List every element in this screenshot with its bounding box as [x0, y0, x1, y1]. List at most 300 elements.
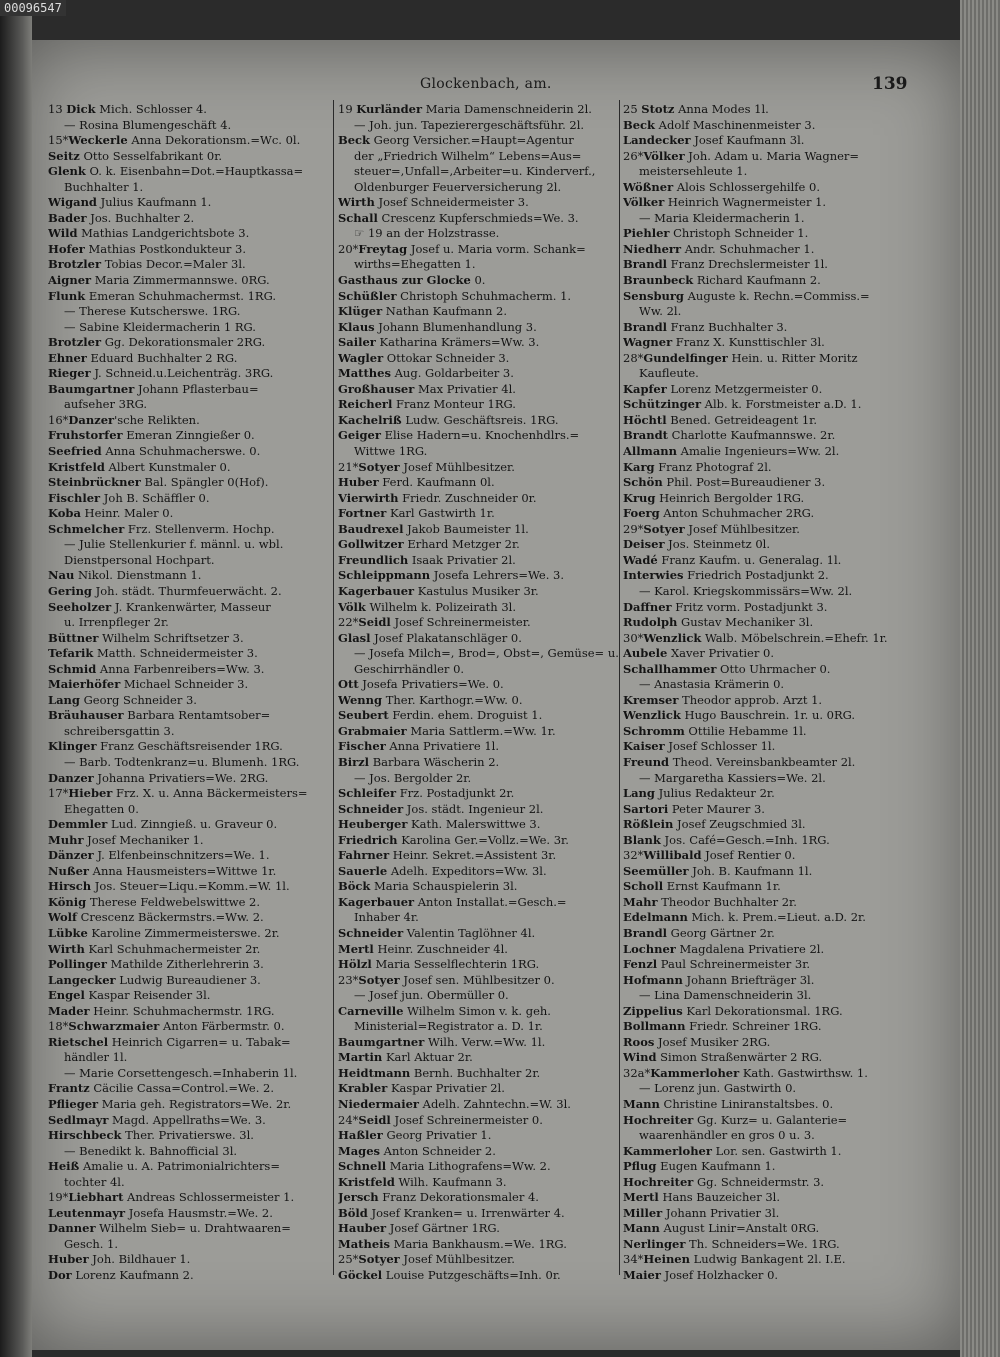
resident-details: Ferdin. ehem. Droguist 1. — [388, 708, 543, 723]
resident-details: Andreas Schlossermeister 1. — [123, 1190, 295, 1205]
resident-surname: Daffner — [623, 599, 672, 614]
resident-surname: Demmler — [48, 817, 108, 832]
resident-surname: Martin — [338, 1050, 383, 1065]
resident-surname: Grabmaier — [338, 723, 407, 738]
resident-surname: Beck — [623, 117, 656, 132]
resident-details: Wilh. Verw.=Ww. 1l. — [424, 1034, 546, 1049]
resident-surname: Hauber — [338, 1221, 387, 1236]
resident-details: Maria Lithografens=Ww. 2. — [386, 1159, 551, 1174]
directory-entry — [48, 926, 338, 942]
resident-surname: Gundelfinger — [643, 350, 728, 365]
house-number: 20* — [338, 241, 359, 256]
directory-entry — [48, 273, 338, 289]
resident-surname: Sotyer — [643, 521, 685, 536]
resident-surname: Scholl — [623, 879, 664, 894]
resident-details: Franz Monteur 1RG. — [392, 397, 516, 412]
resident-details: Maria Damenschneiderin 2l. — [422, 102, 592, 116]
directory-entry — [338, 600, 628, 616]
resident-details: Josef Schreinermeister. — [390, 615, 531, 630]
directory-entry — [48, 133, 338, 149]
directory-entry — [623, 366, 913, 382]
house-number: 19 — [338, 102, 357, 116]
directory-entry — [48, 537, 338, 553]
directory-entry — [338, 1268, 628, 1284]
resident-details: August Linir=Anstalt 0RG. — [659, 1221, 820, 1236]
book-spine-edge — [0, 0, 32, 1357]
resident-details: Wilhelm k. Polizeirath 3l. — [365, 599, 517, 614]
resident-surname: Pollinger — [48, 957, 107, 972]
directory-entry — [623, 615, 913, 631]
resident-details: — Josef jun. Obermüller 0. — [354, 988, 509, 1003]
directory-entry — [48, 164, 338, 180]
resident-surname: Wigand — [48, 195, 97, 210]
directory-entry — [48, 739, 338, 755]
page-stack-edge — [960, 0, 1000, 1357]
directory-entry — [48, 910, 338, 926]
resident-surname: Wenng — [338, 692, 383, 707]
directory-entry — [623, 273, 913, 289]
resident-details: Josef Zeugschmied 3l. — [673, 817, 806, 832]
resident-surname: Karg — [623, 459, 655, 474]
directory-entry — [48, 553, 338, 569]
directory-entry — [48, 335, 338, 351]
directory-entry — [623, 646, 913, 662]
resident-details: Josef Holzhacker 0. — [660, 1268, 779, 1283]
resident-details: Jos. Steinmetz 0l. — [664, 537, 771, 552]
resident-details: Jos. Steuer=Liqu.=Komm.=W. 1l. — [91, 879, 290, 894]
directory-entry — [338, 460, 628, 476]
resident-surname: Klüger — [338, 304, 383, 319]
directory-entry — [623, 444, 913, 460]
resident-surname: Glasl — [338, 630, 371, 645]
resident-surname: Seefried — [48, 444, 102, 459]
resident-details: Richard Kaufmann 2. — [693, 273, 821, 288]
resident-details: Karl Aktuar 2r. — [382, 1050, 473, 1065]
resident-surname: Schwarzmaier — [68, 1019, 160, 1034]
directory-entry — [338, 1190, 628, 1206]
directory-entry — [623, 895, 913, 911]
resident-surname: Fortner — [338, 506, 387, 521]
directory-entry — [48, 1252, 338, 1268]
directory-entry — [48, 1019, 338, 1035]
directory-entry — [623, 304, 913, 320]
resident-surname: Mahr — [623, 894, 658, 909]
resident-surname: Kristfeld — [48, 459, 105, 474]
directory-entry — [338, 662, 628, 678]
directory-entry — [338, 568, 628, 584]
resident-details: Hans Bauzeicher 3l. — [658, 1190, 781, 1205]
resident-details: Joh. Bildhauer 1. — [88, 1252, 191, 1267]
resident-surname: Ehner — [48, 350, 87, 365]
resident-surname: Hieber — [68, 786, 113, 801]
page-number: 139 — [872, 74, 908, 94]
directory-entry — [48, 600, 338, 616]
directory-entry — [48, 724, 338, 740]
resident-surname: Bollmann — [623, 1019, 686, 1034]
directory-entry — [623, 817, 913, 833]
resident-details: Walb. Möbelschrein.=Ehefr. 1r. — [701, 630, 888, 645]
directory-entry — [48, 833, 338, 849]
resident-surname: Aigner — [48, 273, 92, 288]
house-number: 23* — [338, 972, 359, 987]
directory-entry — [48, 708, 338, 724]
resident-details: Mathias Landgerichtsbote 3. — [77, 226, 250, 241]
resident-details: Julius Kaufmann 1. — [96, 195, 212, 210]
resident-details: Erhard Metzger 2r. — [403, 537, 520, 552]
resident-surname: Mader — [48, 1003, 90, 1018]
resident-surname: Fruhstorfer — [48, 428, 123, 443]
resident-details: Bernh. Buchhalter 2r. — [410, 1065, 541, 1080]
resident-details: Adelh. Expeditors=Ww. 3l. — [387, 863, 547, 878]
resident-details: — Rosina Blumengeschäft 4. — [64, 117, 232, 132]
directory-entry — [338, 537, 628, 553]
resident-surname: Tefarik — [48, 646, 94, 661]
resident-details: Friedr. Zuschneider 0r. — [398, 490, 537, 505]
directory-entry — [338, 724, 628, 740]
resident-details: J. Krankenwärter, Masseur — [111, 599, 271, 614]
resident-surname: Miller — [623, 1205, 663, 1220]
directory-entry — [623, 118, 913, 134]
resident-details: Julius Redakteur 2r. — [654, 786, 775, 801]
resident-details: Adolf Maschinenmeister 3. — [655, 117, 816, 132]
resident-details: schreibersgattin 3. — [64, 723, 175, 738]
resident-surname: Böck — [338, 879, 371, 894]
directory-entry — [338, 693, 628, 709]
directory-entry — [338, 771, 628, 787]
resident-details: Josefa Lehrers=We. 3. — [430, 568, 564, 583]
resident-surname: Baudrexel — [338, 521, 404, 536]
directory-entry — [48, 615, 338, 631]
directory-entry — [623, 584, 913, 600]
resident-details: Bened. Getreideagent 1r. — [666, 412, 818, 427]
directory-entry — [48, 382, 338, 398]
resident-details: Emeran Zinngießer 0. — [122, 428, 255, 443]
directory-entry — [48, 195, 338, 211]
directory-entry — [338, 118, 628, 134]
resident-surname: Großhauser — [338, 381, 415, 396]
resident-details: Jos. Café=Gesch.=Inh. 1RG. — [660, 832, 830, 847]
resident-details: Anna Farbenreibers=Ww. 3. — [96, 661, 265, 676]
directory-entry — [338, 149, 628, 165]
directory-entry — [48, 1190, 338, 1206]
directory-entry — [48, 942, 338, 958]
resident-surname: Wagler — [338, 350, 384, 365]
resident-details: Ww. 2l. — [639, 304, 682, 319]
resident-surname: Schützinger — [623, 397, 702, 412]
directory-entry — [338, 646, 628, 662]
resident-surname: Sotyer — [358, 972, 400, 987]
directory-entry — [623, 242, 913, 258]
directory-entry — [623, 724, 913, 740]
resident-details: Kath. Gastwirthsw. 1. — [739, 1065, 868, 1080]
resident-details: Josef Schreinermeister 0. — [390, 1112, 543, 1127]
directory-entry — [48, 848, 338, 864]
resident-surname: Heuberger — [338, 817, 408, 832]
directory-entry — [338, 910, 628, 926]
directory-entry — [623, 1175, 913, 1191]
directory-entry — [623, 1066, 913, 1082]
resident-surname: Liebhart — [68, 1190, 124, 1205]
resident-details: Mich. Schlosser 4. — [95, 102, 207, 116]
house-number: 32a* — [623, 1065, 651, 1080]
resident-surname: Rößlein — [623, 817, 674, 832]
resident-surname: Dor — [48, 1268, 72, 1283]
directory-entry — [623, 786, 913, 802]
resident-surname: Wirth — [338, 195, 375, 210]
resident-details: Barbara Wäscherin 2. — [369, 754, 500, 769]
directory-entry — [48, 149, 338, 165]
resident-details: — Karol. Kriegskommissärs=Ww. 2l. — [639, 583, 853, 598]
resident-surname: Hochreiter — [623, 1174, 694, 1189]
directory-entry — [623, 739, 913, 755]
resident-surname: Freytag — [358, 241, 408, 256]
resident-details: Johann Privatier 3l. — [662, 1205, 780, 1220]
resident-details: wirths=Ehegatten 1. — [354, 257, 476, 272]
directory-entry — [623, 926, 913, 942]
directory-entry — [338, 133, 628, 149]
directory-entry — [338, 615, 628, 631]
scan-id: 00096547 — [0, 0, 66, 16]
resident-details: Eduard Buchhalter 2 RG. — [86, 350, 238, 365]
directory-entry — [48, 988, 338, 1004]
resident-surname: Lang — [48, 692, 80, 707]
directory-entry — [623, 257, 913, 273]
resident-surname: Sauerle — [338, 863, 388, 878]
resident-details: Andr. Schuhmacher 1. — [681, 241, 815, 256]
resident-surname: Foerg — [623, 506, 660, 521]
directory-entry — [623, 802, 913, 818]
resident-surname: Birzl — [338, 754, 370, 769]
directory-entry — [623, 1050, 913, 1066]
directory-entry — [623, 335, 913, 351]
resident-surname: Fischer — [338, 739, 386, 754]
resident-surname: Seeholzer — [48, 599, 112, 614]
directory-entry — [338, 1252, 628, 1268]
directory-entry — [623, 1268, 913, 1284]
house-number: 30* — [623, 630, 644, 645]
resident-surname: Klaus — [338, 319, 375, 334]
resident-details: Lor. sen. Gastwirth 1. — [711, 1143, 842, 1158]
resident-details: J. Elfenbeinschnitzers=We. 1. — [93, 848, 270, 863]
directory-entry — [338, 304, 628, 320]
resident-surname: Schneider — [338, 801, 404, 816]
resident-surname: Wild — [48, 226, 78, 241]
resident-details: Wittwe 1RG. — [354, 444, 428, 459]
directory-entry — [338, 1097, 628, 1113]
directory-entry — [623, 506, 913, 522]
resident-details: — Maria Kleidermacherin 1. — [639, 210, 805, 225]
house-number: 34* — [623, 1252, 644, 1267]
directory-entry — [338, 226, 628, 242]
directory-entry — [338, 491, 628, 507]
resident-surname: Mann — [623, 1221, 660, 1236]
resident-details: Magd. Appellraths=We. 3. — [108, 1112, 266, 1127]
directory-column-1 — [48, 102, 338, 1284]
directory-entry — [623, 289, 913, 305]
directory-entry — [623, 180, 913, 196]
resident-surname: Muhr — [48, 832, 84, 847]
resident-surname: Rietschel — [48, 1034, 109, 1049]
directory-entry — [48, 444, 338, 460]
resident-details: Friedrich Postadjunkt 2. — [683, 568, 829, 583]
resident-details: Ludwig Bureaudiener 3. — [115, 972, 261, 987]
directory-entry — [338, 817, 628, 833]
resident-details: Frz. Postadjunkt 2r. — [396, 786, 515, 801]
resident-surname: Sailer — [338, 335, 376, 350]
directory-entry — [338, 1221, 628, 1237]
resident-details: Karl Gastwirth 1r. — [386, 506, 495, 521]
resident-surname: Rudolph — [623, 615, 678, 630]
directory-entry — [623, 1019, 913, 1035]
house-number: 25* — [338, 1252, 359, 1267]
directory-entry — [623, 1190, 913, 1206]
directory-entry — [338, 848, 628, 864]
resident-details: Isaak Privatier 2l. — [408, 552, 516, 567]
resident-surname: Mann — [623, 1097, 660, 1111]
resident-details: Ther. Privatierswe. 3l. — [121, 1128, 254, 1143]
resident-surname: Wadé — [623, 552, 658, 567]
directory-entry — [48, 257, 338, 273]
resident-surname: Kammerloher — [623, 1143, 712, 1158]
house-number: 25 — [623, 102, 642, 116]
resident-surname: Schneider — [338, 925, 404, 940]
resident-surname: Brandt — [623, 428, 668, 443]
directory-entry — [623, 879, 913, 895]
house-number: 21* — [338, 459, 359, 474]
resident-details: Crescenz Kupferschmieds=We. 3. — [377, 210, 579, 225]
resident-details: — Jos. Bergolder 2r. — [354, 770, 472, 785]
directory-entry — [623, 351, 913, 367]
directory-entry — [338, 320, 628, 336]
directory-entry — [48, 1050, 338, 1066]
resident-details: Hugo Bauschrein. 1r. u. 0RG. — [680, 708, 856, 723]
directory-entry — [48, 1097, 338, 1113]
resident-details: Heinrich Wagnermeister 1. — [664, 195, 827, 210]
resident-surname: Mertl — [623, 1190, 659, 1205]
resident-surname: Kurländer — [356, 102, 423, 116]
house-number: 24* — [338, 1112, 359, 1127]
resident-surname: Brotzler — [48, 257, 102, 272]
resident-surname: Böld — [338, 1205, 368, 1220]
directory-entry — [48, 289, 338, 305]
resident-surname: Danzer — [48, 770, 94, 785]
resident-details: Geschirrhändler 0. — [354, 661, 465, 676]
resident-details: — Benedikt k. Bahnofficial 3l. — [64, 1143, 238, 1158]
resident-surname: Engel — [48, 988, 85, 1003]
resident-surname: Krug — [623, 490, 656, 505]
directory-entry — [48, 1004, 338, 1020]
resident-surname: Brotzler — [48, 335, 102, 350]
directory-entry — [623, 1081, 913, 1097]
directory-entry — [338, 1081, 628, 1097]
directory-entry — [623, 1252, 913, 1268]
directory-entry — [338, 802, 628, 818]
resident-surname: Wenzlick — [643, 630, 702, 645]
resident-surname: Lübke — [48, 925, 88, 940]
resident-surname: Danzer — [68, 412, 115, 427]
resident-details: Anton Installat.=Gesch.= — [414, 894, 567, 909]
resident-details: Anton Färbermstr. 0. — [159, 1019, 285, 1034]
directory-entry — [338, 366, 628, 382]
directory-entry — [48, 802, 338, 818]
resident-details: Eugen Kaufmann 1. — [656, 1159, 776, 1174]
resident-details: — Lina Damenschneiderin 3l. — [639, 988, 812, 1003]
directory-entry — [623, 693, 913, 709]
resident-surname: Kremser — [623, 692, 679, 707]
resident-details: Dienstpersonal Hochpart. — [64, 552, 215, 567]
resident-surname: Allmann — [623, 444, 678, 459]
resident-details: Georg Gärtner 2r. — [667, 925, 775, 940]
resident-details: Joh. städt. Thurmfeuerwächt. 2. — [91, 583, 282, 598]
resident-details: Christine Liniranstaltsbes. 0. — [659, 1097, 834, 1111]
resident-details: u. Irrenpfleger 2r. — [64, 615, 169, 630]
resident-surname: Maier — [623, 1268, 661, 1283]
resident-details: Amalie Ingenieurs=Ww. 2l. — [677, 444, 840, 459]
directory-entry — [48, 180, 338, 196]
resident-details: Kath. Malerswittwe 3. — [407, 817, 541, 832]
resident-details: Johann Blumenhandlung 3. — [374, 319, 537, 334]
resident-details: Karolina Ger.=Vollz.=We. 3r. — [397, 832, 569, 847]
directory-entry — [48, 973, 338, 989]
directory-entry — [623, 397, 913, 413]
resident-details: Georg Privatier 1. — [382, 1128, 492, 1143]
resident-details: Theod. Vereinsbankbeamter 2l. — [669, 754, 856, 769]
resident-details: Peter Maurer 3. — [668, 801, 765, 816]
directory-entry — [338, 739, 628, 755]
directory-entry — [338, 242, 628, 258]
directory-entry — [623, 677, 913, 693]
resident-details: Josef Mechaniker 1. — [83, 832, 204, 847]
resident-surname: Bader — [48, 210, 87, 225]
resident-details: Frz. X. u. Anna Bäckermeisters= — [112, 786, 308, 801]
resident-details: Katharina Krämers=Ww. 3. — [375, 335, 540, 350]
resident-surname: Heinen — [643, 1252, 690, 1267]
resident-details: Ministerial=Registrator a. D. 1r. — [354, 1019, 543, 1034]
directory-entry — [623, 568, 913, 584]
directory-entry — [338, 195, 628, 211]
directory-entry — [623, 771, 913, 787]
resident-details: Michael Schneider 3. — [120, 677, 249, 692]
resident-surname: Blank — [623, 832, 661, 847]
directory-entry — [338, 506, 628, 522]
resident-details: Wilhelm Schriftsetzer 3. — [98, 630, 244, 645]
directory-entry — [623, 988, 913, 1004]
resident-details: Johann Briefträger 3l. — [682, 972, 815, 987]
resident-surname: Hochreiter — [623, 1112, 694, 1127]
resident-surname: Maierhöfer — [48, 677, 121, 692]
resident-surname: Gasthaus zur Glocke — [338, 273, 471, 288]
directory-entry — [623, 460, 913, 476]
resident-surname: Schön — [623, 475, 663, 490]
resident-surname: Flunk — [48, 288, 86, 303]
resident-details: Hein. u. Ritter Moritz — [727, 350, 858, 365]
resident-details: Ernst Kaufmann 1r. — [663, 879, 781, 894]
resident-surname: Gollwitzer — [338, 537, 404, 552]
resident-details: Ther. Karthogr.=Ww. 0. — [382, 692, 523, 707]
resident-details: Josef Mühlbesitzer. — [399, 1252, 515, 1267]
resident-details: Josef Mühlbesitzer. — [684, 521, 800, 536]
resident-surname: Klinger — [48, 739, 97, 754]
resident-details: Heinr. Schuhmachermstr. 1RG. — [89, 1003, 275, 1018]
resident-surname: Kachelriß — [338, 412, 402, 427]
directory-entry — [623, 211, 913, 227]
resident-details: Nathan Kaufmann 2. — [382, 304, 507, 319]
resident-details: Franz X. Kunsttischler 3l. — [672, 335, 825, 350]
resident-surname: Deiser — [623, 537, 665, 552]
resident-surname: Schüßler — [338, 288, 397, 303]
directory-entry — [48, 428, 338, 444]
resident-details: Inhaber 4r. — [354, 910, 419, 925]
